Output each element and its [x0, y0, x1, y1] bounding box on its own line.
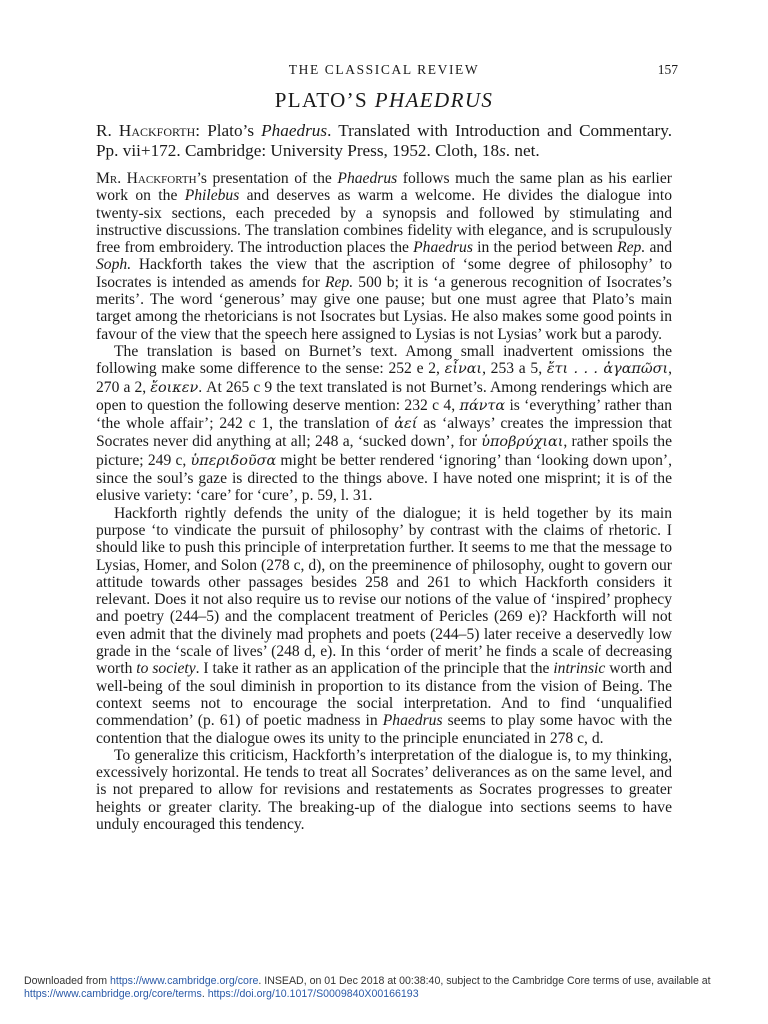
paragraph-text: seems to play some havoc with the contention that the dialogue owes its unity to the principle enunciated in 278 c, d. [96, 712, 672, 747]
greek-quotation: πάντα [459, 397, 506, 414]
book-citation [96, 121, 672, 160]
page-number: 157 [657, 62, 678, 77]
paragraph-text: 500 b; it is ‘a generous recognition of Isocrates’s merits’. The word ‘generous’ may give one pause; but one must agree that Plato’s main target among the rhetoricians is not Isocrates but Lysias. He also makes some good points in favour of the view that the speech here assigned to Lysias is not Lysias’ work but a parody. [96, 273, 672, 343]
journal-name: THE CLASSICAL REVIEW [288, 62, 480, 77]
citation-text: : Plato’s [195, 121, 262, 140]
paragraph-text: Hackforth takes the view that the ascription of ‘some degree of philosophy’ to Isocrates is intended as amends for [96, 256, 672, 291]
download-footer [24, 975, 748, 1001]
paragraph-text: The translation is based on Burnet’s text. Among small inadvertent omissions the following make some difference to the sense: 252 e 2, [96, 342, 672, 378]
paragraph-text: , rather spoils the picture; 249 c, [96, 433, 672, 469]
reviewer-name: Mr. Hackforth [96, 170, 197, 187]
citation-text: . Translated with Introduction and Commentary. Pp. vii+172. Cambridge: University Press, 1952. Cloth, 18 [96, 121, 672, 160]
paragraph-text: in the period between [472, 239, 618, 257]
footer-text: . [201, 988, 208, 1000]
italic-text: Rep. [325, 273, 354, 291]
italic-text: Phaedrus [337, 170, 398, 187]
citation-price-unit: s [499, 140, 506, 160]
paragraph-text: as ‘always’ creates the impression that Socrates never did anything at all; 248 a, ‘sucked down’, for [96, 415, 672, 451]
paragraph-text: . At 265 c 9 the text translated is not Burnet’s. Among renderings which are open to question the following deserve mention: 232 c 4, [96, 378, 672, 414]
journal-page [96, 58, 678, 833]
greek-quotation: ἔοικεν [150, 379, 199, 396]
review-body [96, 170, 672, 833]
italic-text: to society [136, 660, 196, 678]
article-title-prefix: PLATO’S [274, 88, 375, 112]
review-paragraph [96, 747, 672, 833]
footer-link-terms[interactable]: https://www.cambridge.org/core/terms [24, 988, 202, 1000]
paragraph-text: follows much the same plan as his earlier work on the [96, 170, 672, 205]
review-paragraph [96, 343, 672, 505]
citation-work-title: Phaedrus [261, 121, 328, 140]
italic-text: Rep. [617, 239, 646, 257]
article-title-italic: PHAEDRUS [374, 88, 494, 112]
italic-text: Phaedrus [382, 712, 443, 730]
citation-author-name: Hackforth [118, 121, 196, 140]
greek-quotation: ὑποβρύχιαι [481, 434, 564, 451]
paragraph-text: ’s presentation of the [196, 170, 338, 187]
running-head [96, 58, 678, 80]
italic-text: Philebus [184, 187, 240, 205]
paragraph-text: Hackforth rightly defends the unity of the dialogue; it is held together by its main purpose ‘to vindicate the pursuit of philosophy’ by contrast with the claims of rhetoric. I should like to push this principle of interpretation further. It seems to me that the message to Lysias, Homer, and Solon (278 c, d), on the preeminence of philosophy, ought to govern our attitude towards other passages besides 258 and 261 to which Hackforth considers it relevant. Does it not also require us to revise our notions of the value of ‘inspired’ prophecy and poetry (244–5) and the complacent treatment of Pericles (269 e)? Hackforth will not even admit that the divinely mad prophets and poets (244–5) later receive a deservedly low grade in the ‘scale of lives’ (248 d, e). In this ‘order of merit’ he finds a scale of decreasing worth [96, 504, 672, 678]
footer-link-core[interactable]: https://www.cambridge.org/core [109, 975, 259, 987]
footer-text: Downloaded from [24, 975, 110, 987]
citation-text: . net. [505, 140, 540, 160]
paragraph-text: and deserves as warm a welcome. He divides the dialogue into twenty-six sections, each preceded by a synopsis and followed by stimulating and instructive discussions. The translation combines fidelity with elegance, and is scrupulously free from embroidery. The introduction places the [96, 187, 672, 257]
greek-quotation: ἀεί [394, 416, 418, 433]
italic-text: Phaedrus [413, 239, 473, 257]
footer-link-doi[interactable]: https://doi.org/10.1017/S0009840X00166193 [207, 988, 419, 1000]
paragraph-text: , 270 a 2, [96, 360, 672, 396]
greek-quotation: ἔτι . . . ἀγαπῶσι [546, 361, 669, 378]
review-paragraph [96, 170, 672, 343]
greek-quotation: ὑπεριδοῦσα [190, 452, 277, 469]
citation-author-initial: R. [96, 121, 119, 140]
footer-text: . INSEAD, on 01 Dec 2018 at 00:38:40, subject to the Cambridge Core terms of use, available at [258, 975, 711, 987]
paragraph-text: worth and well-being of the soul diminish in proportion to its distance from the vision of Being. The context seems not to encourage the social interpretation. And to find ‘unqualified commendation’ (p. 61) of poetic madness in [96, 660, 672, 730]
greek-quotation: εἶναι [444, 361, 483, 378]
paragraph-text: might be better rendered ‘ignoring’ than ‘looking down upon’, since the soul’s gaze is directed to the things above. I have noted one misprint; it is of the elusive variety: ‘care’ for ‘cure’, p. 59, l. 31. [96, 451, 672, 505]
italic-text: Soph. [96, 256, 132, 274]
review-paragraph [96, 505, 672, 747]
paragraph-text: To generalize this criticism, Hackforth’s interpretation of the dialogue is, to my thinking, excessively horizontal. He tends to treat all Socrates’ deliverances as on the same level, and is not prepared to allow for revisions and restatements as Socrates progresses to greater heights or greater clarity. The breaking-up of the dialogue into sections seems to have unduly encouraged this tendency. [96, 746, 672, 833]
paragraph-text: and [645, 239, 673, 257]
article-title [96, 88, 672, 113]
paragraph-text: is ‘everything’ rather than ‘the whole affair’; 242 c 1, the translation of [96, 396, 672, 433]
italic-text: intrinsic [553, 660, 606, 678]
paragraph-text: , 253 a 5, [482, 360, 547, 378]
paragraph-text: . I take it rather as an application of the principle that the [195, 660, 554, 678]
